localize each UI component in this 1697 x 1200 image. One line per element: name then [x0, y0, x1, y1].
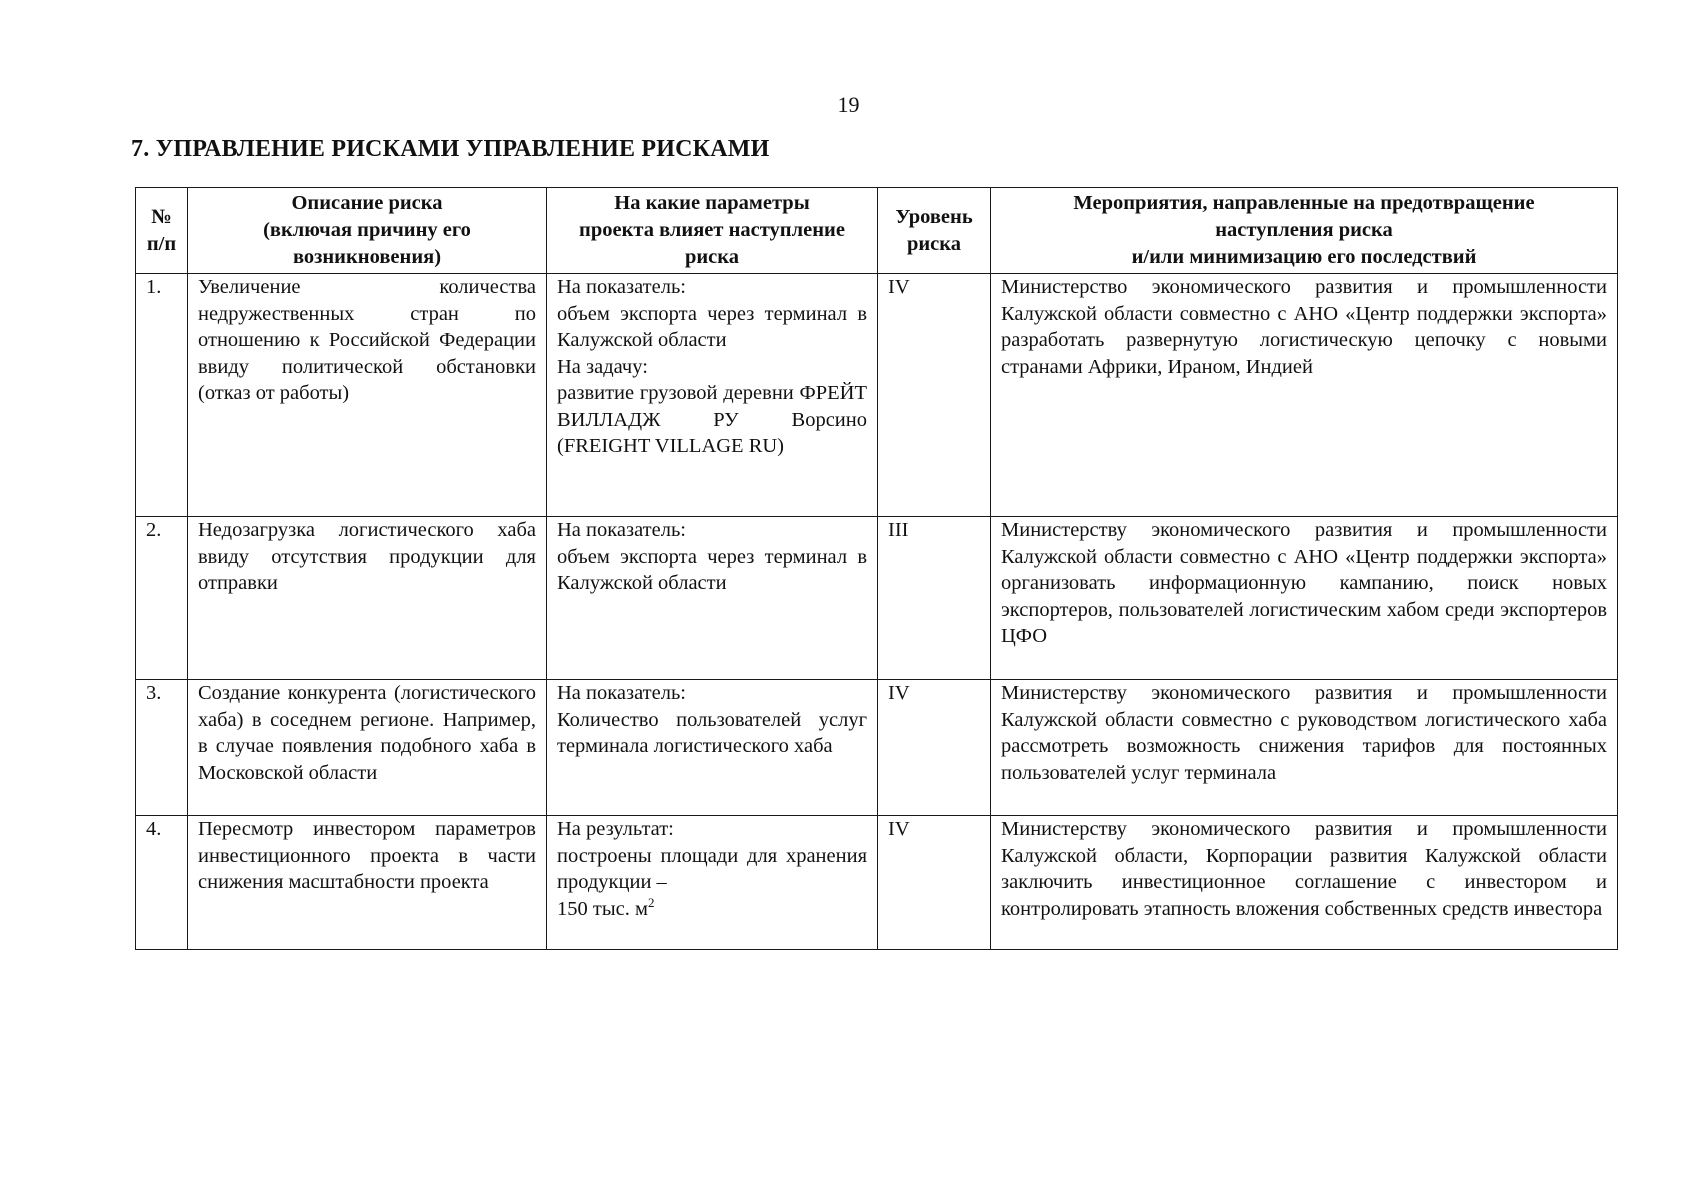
header-num: № п/п — [136, 188, 188, 274]
area-unit-exponent: 2 — [647, 894, 655, 910]
table-row — [136, 680, 1618, 816]
risk-description: Увеличение количества недружественных стран по отношению к Российской Федерации ввиду политической обстановки (отказ от работы) — [188, 274, 547, 517]
risk-measures: Министерству экономического развития и промышленности Калужской области совместно с руководством логистического хаба рассмотреть возможность снижения тарифов для постоянных пользователей услуг терминала — [991, 680, 1618, 816]
table-row — [136, 274, 1618, 517]
section-title: 7. УПРАВЛЕНИЕ РИСКАМИ УПРАВЛЕНИЕ РИСКАМИ — [131, 136, 770, 162]
risk-measures: Министерство экономического развития и промышленности Калужской области совместно с АНО «Центр поддержки экспорта» разработать развернутую логистическую цепочку с новыми странами Африки, Ираном, Индией — [991, 274, 1618, 517]
risk-level: III — [878, 517, 991, 680]
header-measures: Мероприятия, направленные на предотвращение наступления риска и/или минимизацию его последствий — [991, 188, 1618, 274]
risk-description: Пересмотр инвестором параметров инвестиционного проекта в части снижения масштабности проекта — [188, 816, 547, 950]
table-row — [136, 816, 1618, 950]
risk-table — [135, 187, 1618, 950]
table-row — [136, 517, 1618, 680]
risk-level: IV — [878, 816, 991, 950]
page-number: 19 — [837, 92, 860, 117]
row-num: 1. — [136, 274, 188, 517]
row-num: 2. — [136, 517, 188, 680]
header-level: Уровень риска — [878, 188, 991, 274]
risk-measures: Министерству экономического развития и промышленности Калужской области, Корпорации развития Калужской области заключить инвестиционное соглашение с инвестором и контролировать этапность вложения собственных средств инвестора — [991, 816, 1618, 950]
risk-description: Недозагрузка логистического хаба ввиду отсутствия продукции для отправки — [188, 517, 547, 680]
risk-measures: Министерству экономического развития и промышленности Калужской области совместно с АНО «Центр поддержки экспорта» организовать информационную кампанию, поиск новых экспортеров, пользователей логистическим хабом среди экспортеров ЦФО — [991, 517, 1618, 680]
risk-parameters: На показатель: Количество пользователей услуг терминала логистического хаба — [547, 680, 878, 816]
risk-parameters: На показатель: объем экспорта через терминал в Калужской области На задачу: развитие грузовой деревни ФРЕЙТ ВИЛЛАДЖ РУ Ворсино (FREIGHT VILLAGE RU) — [547, 274, 878, 517]
row-num: 4. — [136, 816, 188, 950]
table-header-row — [136, 188, 1618, 274]
row-num: 3. — [136, 680, 188, 816]
risk-parameters: На результат: построены площади для хранения продукции – 150 тыс. $м^2$ — [547, 816, 878, 950]
risk-level: IV — [878, 274, 991, 517]
risk-level: IV — [878, 680, 991, 816]
header-parameters: На какие параметры проекта влияет наступление риска — [547, 188, 878, 274]
area-value: 150 тыс. м — [557, 897, 648, 920]
risk-description: Создание конкурента (логистического хаба) в соседнем регионе. Например, в случае появления подобного хаба в Московской области — [188, 680, 547, 816]
header-description: Описание риска (включая причину его возникновения) — [188, 188, 547, 274]
risk-parameters: На показатель: объем экспорта через терминал в Калужской области — [547, 517, 878, 680]
